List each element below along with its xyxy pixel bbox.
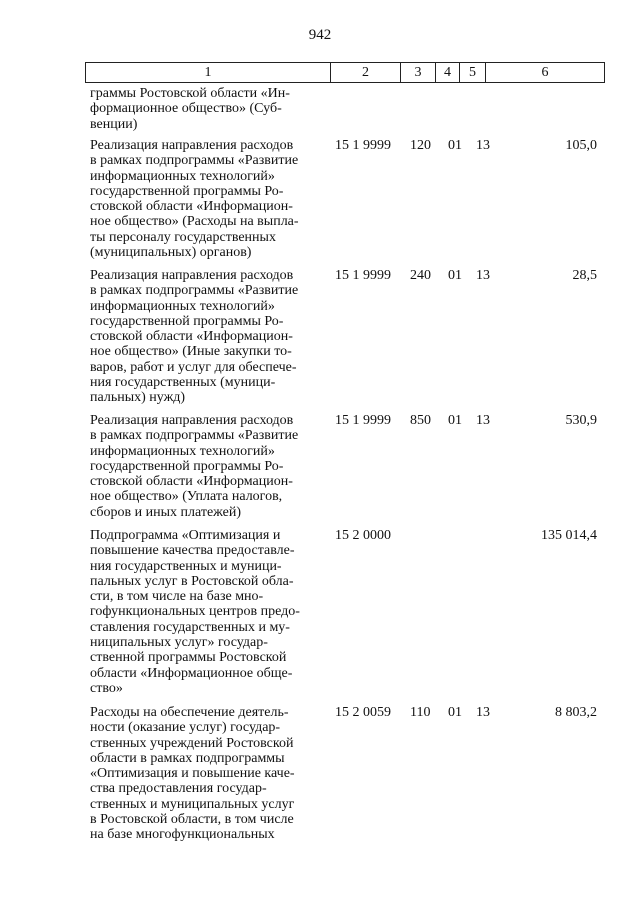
header-col-4: 4 — [436, 63, 460, 82]
header-col-3: 3 — [401, 63, 436, 82]
row-expense-type: 240 — [410, 268, 431, 283]
row-code: 15 1 9999 — [335, 413, 391, 428]
row-description: Реализация направления расходов в рамках подпрограммы «Развитие информационных технологий» государственной программы Ро- стовской области «Информацион- ное общество» (Иные закупки то- варов, работ и услуг для обеспече- ния государственных (муници- пальных) нужд) — [90, 268, 299, 406]
row-amount: 135 014,4 — [541, 528, 597, 543]
row-description: Подпрограмма «Оптимизация и повышение качества предоставле- ния государственных и муници- пальных услуг в Ростовской обла- сти, в том числе на базе мно- гофункциональных центров предо- ставления государственных и му- ниципальных услуг» государ- ственной программы Ростовской области «Информационное обще- ство» — [90, 528, 300, 696]
row-code: 15 2 0000 — [335, 528, 391, 543]
row-subsection: 13 — [476, 268, 490, 283]
row-subsection: 13 — [476, 138, 490, 153]
row-amount: 105,0 — [565, 138, 597, 153]
header-col-5: 5 — [460, 63, 486, 82]
row-description: Расходы на обеспечение деятель- ности (оказание услуг) государ- ственных учреждений Ростовской области в рамках подпрограммы «Оптимизация и повышение каче- ства предоставления государ- ственных и муниципальных услуг в Ростовской области, в том числе на базе многофункциональных — [90, 705, 295, 843]
header-col-6: 6 — [541, 65, 549, 80]
row-expense-type: 120 — [410, 138, 431, 153]
row-subsection: 13 — [476, 413, 490, 428]
row-expense-type: 110 — [410, 705, 431, 720]
header-col-2: 2 — [331, 63, 401, 82]
row-code: 15 2 0059 — [335, 705, 391, 720]
row-section: 01 — [448, 138, 462, 153]
row-amount: 28,5 — [572, 268, 597, 283]
page-number: 942 — [308, 27, 332, 43]
row-expense-type: 850 — [410, 413, 431, 428]
row-description: Реализация направления расходов в рамках подпрограммы «Развитие информационных технологий» государственной программы Ро- стовской области «Информацион- ное общество» (Расходы на выпла- ты персоналу государственных (муниципальных) органов) — [90, 138, 299, 261]
row-amount: 530,9 — [565, 413, 597, 428]
row-section: 01 — [448, 413, 462, 428]
row-subsection: 13 — [476, 705, 490, 720]
row-section: 01 — [448, 705, 462, 720]
row-code: 15 1 9999 — [335, 268, 391, 283]
row-description: Реализация направления расходов в рамках подпрограммы «Развитие информационных технологий» государственной программы Ро- стовской области «Информацион- ное общество» (Уплата налогов, сборов и иных платежей) — [90, 413, 299, 520]
header-col-1: 1 — [86, 63, 331, 82]
row-section: 01 — [448, 268, 462, 283]
row-code: 15 1 9999 — [335, 138, 391, 153]
table-header — [85, 62, 605, 83]
row-amount: 8 803,2 — [555, 705, 597, 720]
continuation-text: граммы Ростовской области «Ин- формационное общество» (Суб- венции) — [90, 86, 290, 132]
